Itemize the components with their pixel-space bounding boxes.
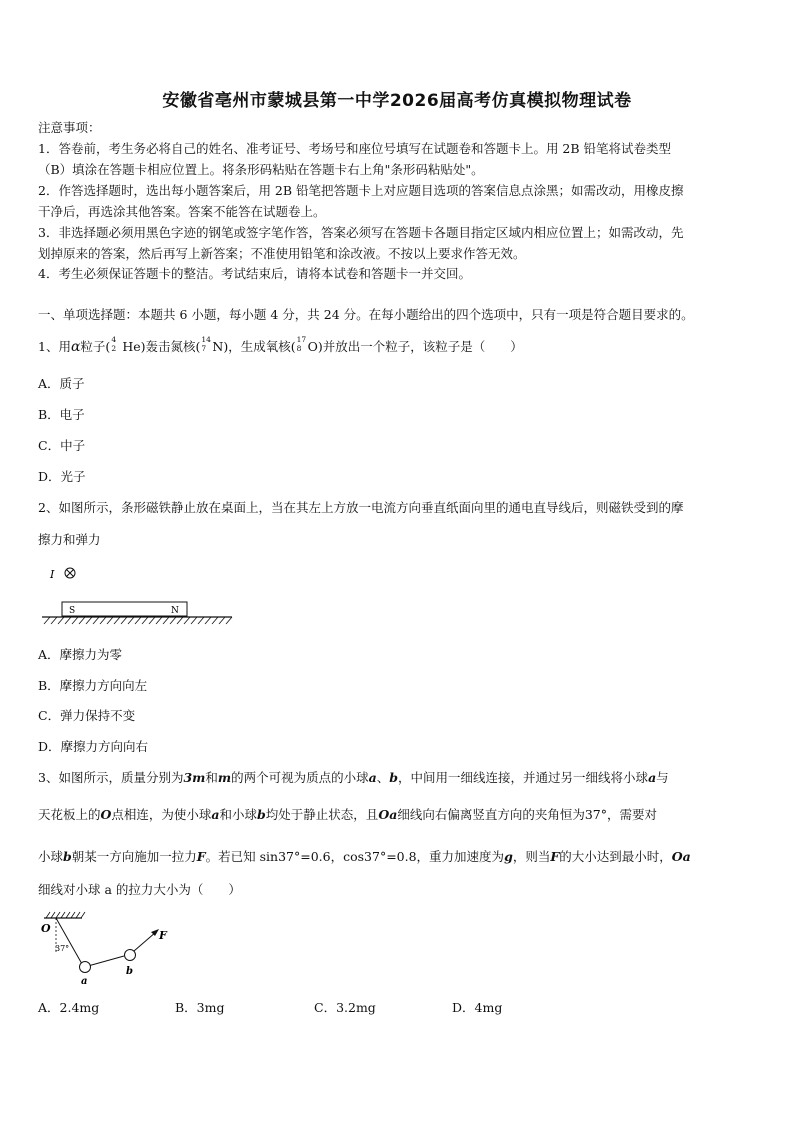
notice-item-4: 4．考生必须保证答题卡的整洁。考试结束后，请将本试卷和答题卡一并交回。 [38, 266, 471, 281]
force-f-label: F [159, 929, 167, 942]
table-hatching [44, 617, 232, 624]
page-title: 安徽省亳州市蒙城县第一中学2026届高考仿真模拟物理试卷 [162, 91, 632, 111]
nitrogen-nucleus: 14 7 [201, 335, 211, 353]
notice-item-3-line-1: 3．非选择题必须用黑色字迹的钢笔或签字笔作答，答案必须写在答题卡各题目指定区域内相应位置上；如需改动，先 [38, 225, 684, 240]
notice-item-2-line-2: 干净后，再选涂其他答案。答案不能答在试题卷上。 [38, 204, 326, 219]
question-3-option-d: D．4mg [452, 1000, 503, 1015]
question-1-option-c: C．中子 [38, 438, 86, 453]
magnet-n-pole: N [171, 606, 179, 616]
point-o-label: O [41, 922, 51, 935]
question-2-option-d: D．摩擦力方向向右 [38, 739, 149, 754]
notice-item-1-line-1: 1．答卷前，考生务必将自己的姓名、准考证号、考场号和座位号填写在试题卷和答题卡上。用 2B 铅笔将试卷类型 [38, 141, 672, 156]
question-2-option-b: B．摩擦力方向向左 [38, 678, 148, 693]
force-f-arrow [134, 932, 156, 951]
question-3-option-c: C．3.2mg [314, 1000, 376, 1015]
question-3-stem-line-4: 细线对小球 a 的拉力大小为（ ） [38, 882, 241, 897]
question-2-stem-line-1: 2、如图所示，条形磁铁静止放在桌面上，当在其左上方放一电流方向垂直纸面向里的通电直导线后，则磁铁受到的摩 [38, 500, 684, 515]
question-2-stem-line-2: 擦力和弹力 [38, 532, 101, 547]
question-1-stem: 1、用α粒子( 4 2 He)轰击氮核( 14 7 N)，生成氧核( 17 8 O)并放出一个粒子，该粒子是（ ） [38, 335, 523, 355]
question-3-stem-line-3: 小球b朝某一方向施加一拉力F。若已知 sin37°=0.6，cos37°=0.8，重力加速度为g，则当F的大小达到最小时，Oa [38, 849, 691, 864]
ball-a [80, 962, 91, 973]
question-3-option-a: A．2.4mg [38, 1000, 100, 1015]
magnet-diagram [40, 562, 240, 632]
ceiling-hatching [46, 912, 85, 918]
ball-b-label: b [126, 966, 133, 977]
helium-nucleus: 4 2 [111, 335, 117, 353]
string-oa [56, 918, 82, 964]
question-2-option-c: C．弹力保持不变 [38, 708, 136, 723]
question-3-stem-line-1: 3、如图所示，质量分别为3m和m的两个可视为质点的小球a、b，中间用一细线连接，并通过另一细线将小球a与 [38, 770, 669, 785]
notice-item-1-line-2: （B）填涂在答题卡相应位置上。将条形码粘贴在答题卡右上角"条形码粘贴处"。 [38, 162, 484, 177]
string-ab [88, 956, 124, 966]
magnet-s-pole: S [69, 606, 76, 616]
question-3-option-b: B．3mg [175, 1000, 225, 1015]
ball-b [125, 950, 136, 961]
question-1-option-d: D．光子 [38, 469, 86, 484]
current-label: I [50, 568, 55, 581]
notice-item-3-line-2: 划掉原来的答案，然后再写上新答案；不准使用铅笔和涂改液。不按以上要求作答无效。 [38, 246, 526, 261]
question-2-option-a: A．摩擦力为零 [38, 647, 123, 662]
notice-heading: 注意事项： [38, 120, 101, 135]
section-heading: 一、单项选择题：本题共 6 小题，每小题 4 分，共 24 分。在每小题给出的四个选项中，只有一项是符合题目要求的。 [38, 307, 694, 322]
bar-magnet [62, 602, 187, 616]
question-1-option-b: B．电子 [38, 407, 85, 422]
oxygen-nucleus: 17 8 [296, 335, 307, 353]
angle-label: 37° [55, 944, 70, 953]
notice-item-2-line-1: 2．作答选择题时，选出每小题答案后，用 2B 铅笔把答题卡上对应题目选项的答案信息点涂黑；如需改动，用橡皮擦 [38, 183, 684, 198]
two-balls-diagram [38, 910, 178, 992]
current-into-page-icon [65, 568, 75, 578]
question-1-option-a: A．质子 [38, 376, 85, 391]
question-3-stem-line-2: 天花板上的O点相连，为使小球a和小球b均处于静止状态，且Oa细线向右偏离竖直方向的夹角恒为37°，需要对 [38, 807, 657, 822]
ball-a-label: a [81, 976, 88, 987]
